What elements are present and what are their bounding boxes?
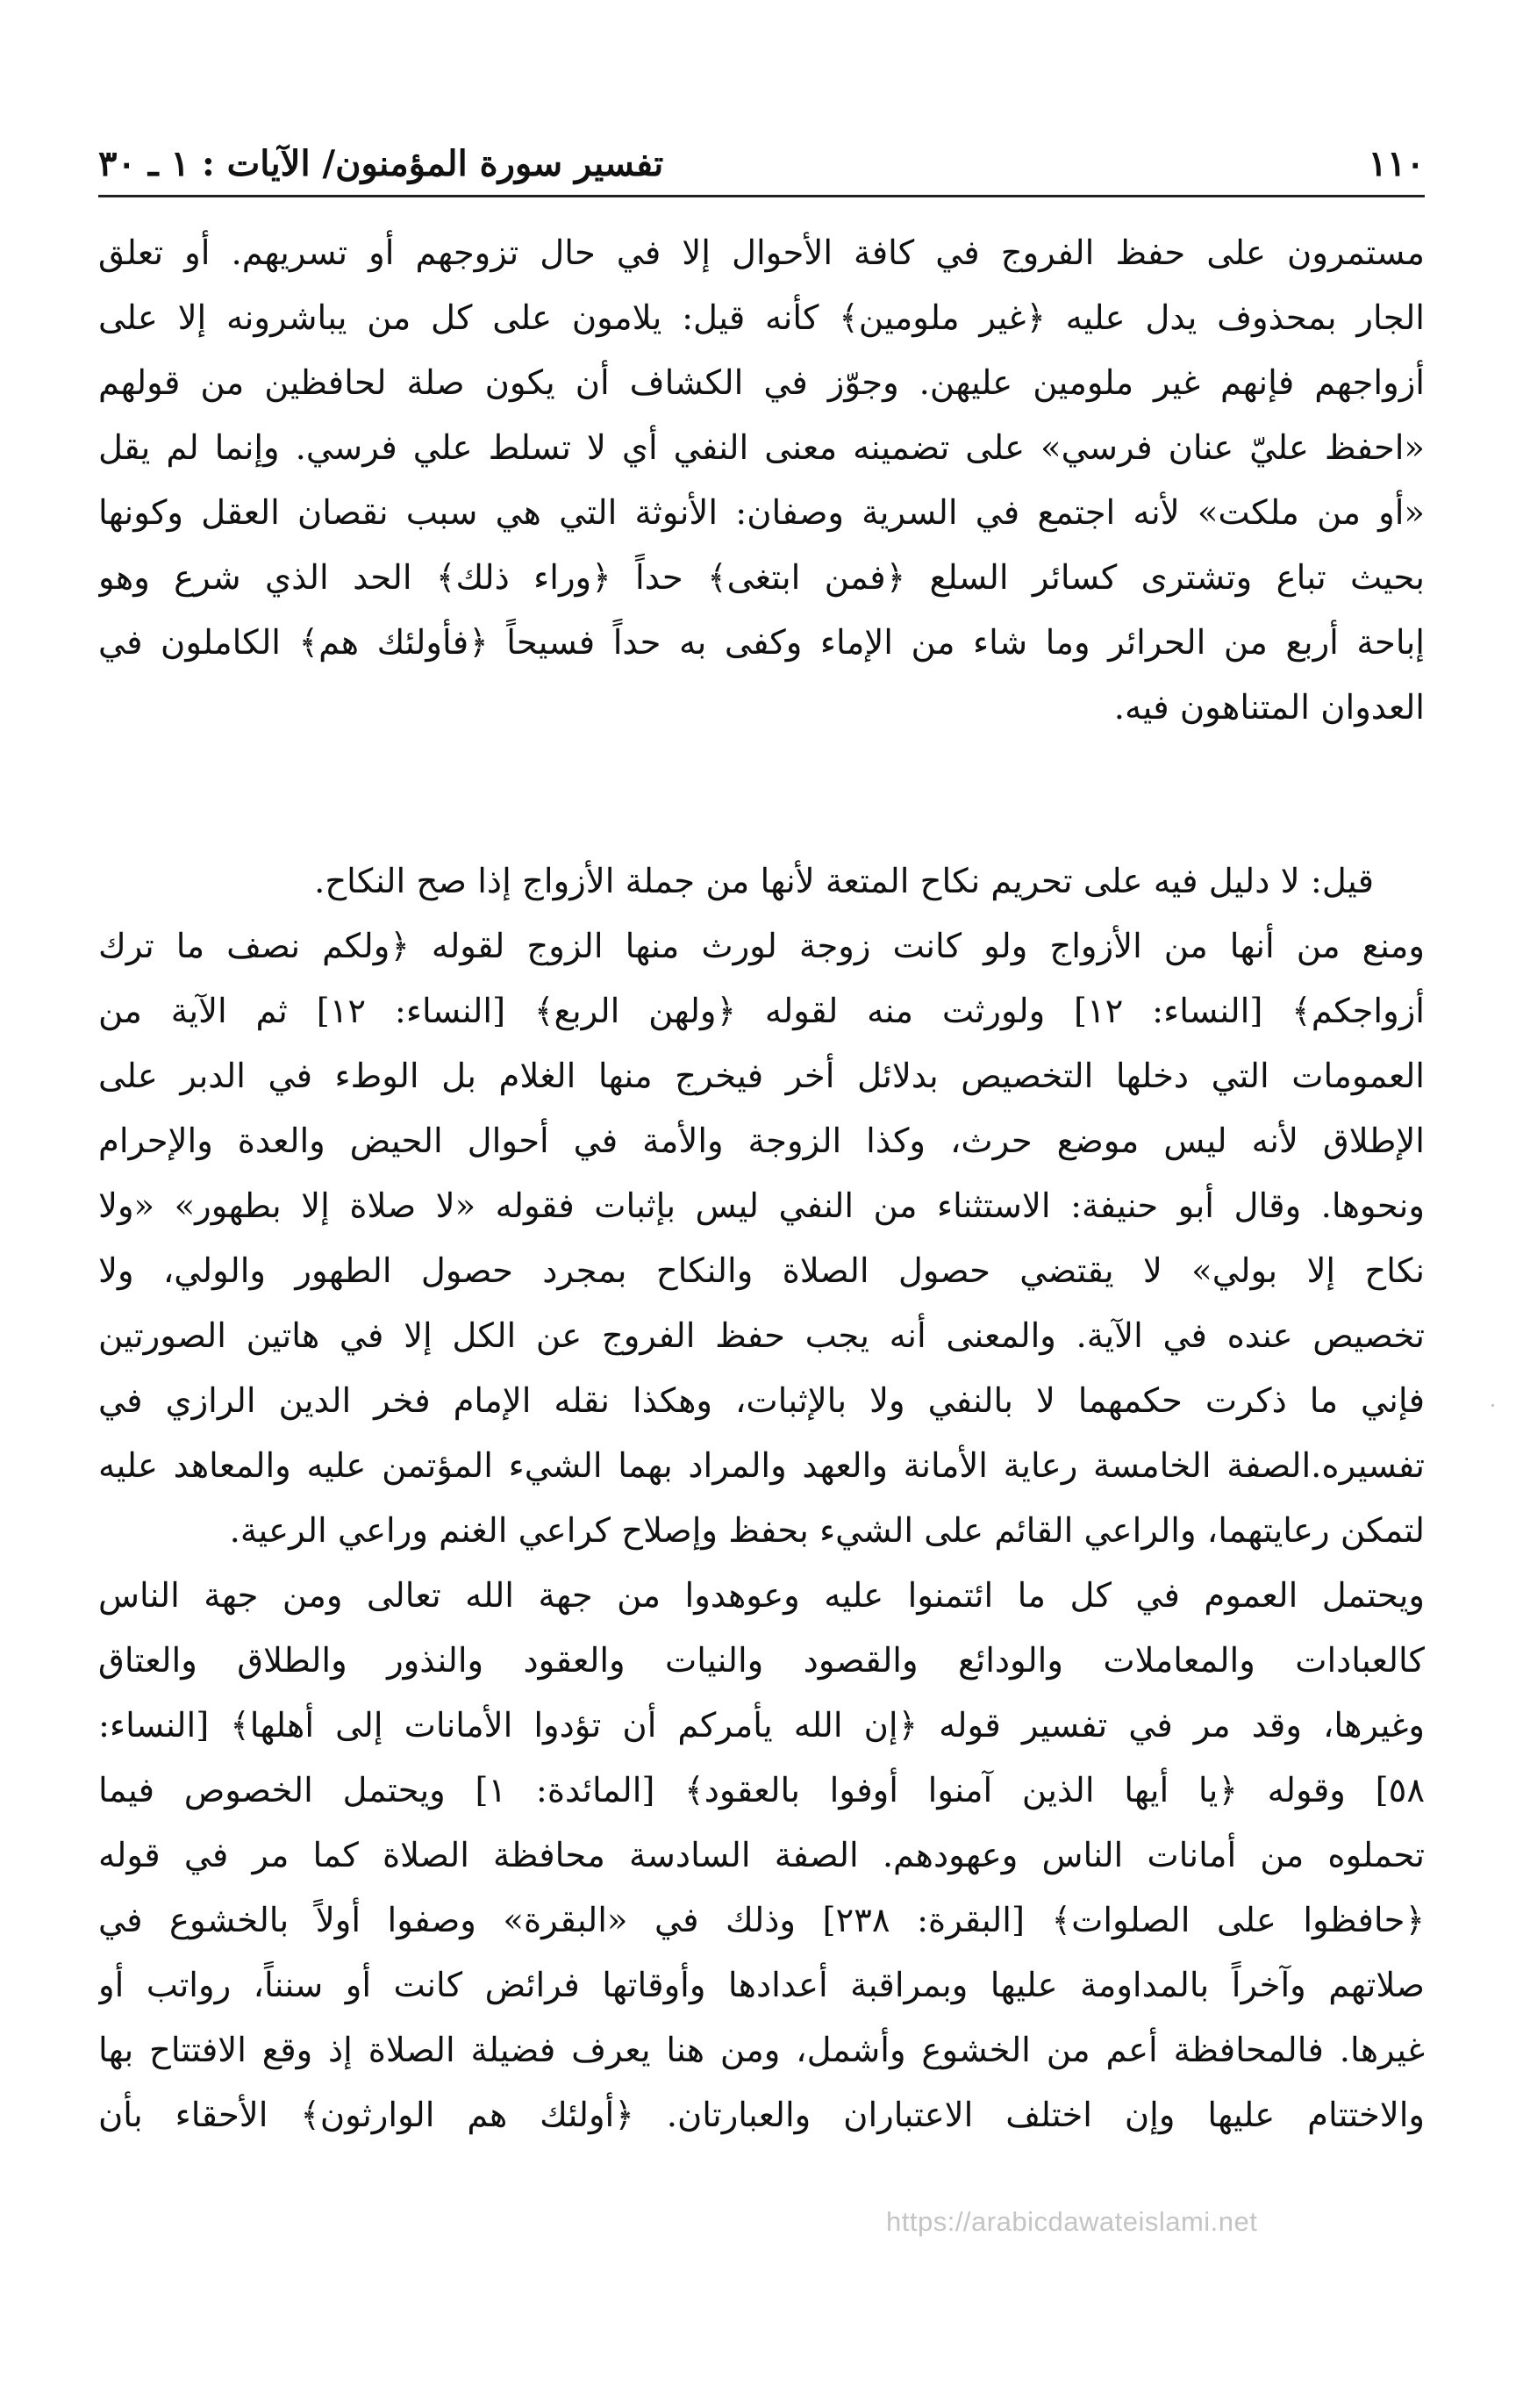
- text-line: أزواجهم فإنهم غير ملومين عليهن. وجوّز في الكشاف أن يكون صلة لحافظين من قولهم: [98, 363, 1425, 403]
- text-line: تفسيره.الصفة الخامسة رعاية الأمانة والعهد والمراد بهما الشيء المؤتمن عليه والمعاهد عليه: [98, 1446, 1425, 1486]
- text-line: ﴿حافظوا على الصلوات﴾ [البقرة: ٢٣٨] وذلك في «البقرة» وصفوا أولاً بالخشوع في: [98, 1901, 1425, 1940]
- text-line: الإطلاق لأنه ليس موضع حرث، وكذا الزوجة والأمة في أحوال الحيض والعدة والإحرام: [98, 1122, 1425, 1161]
- text-line: ونحوها. وقال أبو حنيفة: الاستثناء من النفي ليس بإثبات فقوله «لا صلاة إلا بطهور» «ولا: [98, 1186, 1425, 1226]
- text-line: بحيث تباع وتشترى كسائر السلع ﴿فمن ابتغى﴾ حداً ﴿وراء ذلك﴾ الحد الذي شرع وهو: [98, 558, 1425, 598]
- text-line: صلاتهم وآخراً بالمداومة عليها وبمراقبة أعدادها وأوقاتها فرائض كانت أو سنناً، رواتب أو: [98, 1966, 1425, 2005]
- watermark-url: https://arabicdawateislami.net: [886, 2206, 1258, 2237]
- text-line: العمومات التي دخلها التخصيص بدلائل أخر فيخرج منها الغلام بل الوطء في الدبر على: [98, 1057, 1425, 1096]
- text-line: قيل: لا دليل فيه على تحريم نكاح المتعة لأنها من جملة الأزواج إذا صح النكاح.: [314, 862, 1374, 901]
- text-line: الجار بمحذوف يدل عليه ﴿غير ملومين﴾ كأنه قيل: يلامون على كل من يباشرونه إلا على: [98, 298, 1425, 338]
- header-rule: [98, 195, 1425, 197]
- text-line: العدوان المتناهون فيه.: [1113, 688, 1425, 727]
- text-line: «احفظ عليّ عنان فرسي» على تضمينه معنى النفي أي لا تسلط علي فرسي. وإنما لم يقل: [98, 428, 1425, 468]
- text-line: ٥٨] وقوله ﴿يا أيها الذين آمنوا أوفوا بالعقود﴾ [المائدة: ١] ويحتمل الخصوص فيما: [98, 1771, 1425, 1810]
- page-header: [98, 132, 1425, 184]
- running-title: تفسير سورة المؤمنون/ الآيات : ١ ـ ٣٠: [98, 143, 664, 184]
- text-line: تخصيص عنده في الآية. والمعنى أنه يجب حفظ الفروج عن الكل إلا في هاتين الصورتين: [98, 1316, 1425, 1356]
- text-line: وغيرها، وقد مر في تفسير قوله ﴿إن الله يأمركم أن تؤدوا الأمانات إلى أهلها﴾ [النساء:: [98, 1706, 1425, 1745]
- text-line: لتمكن رعايتهما، والراعي القائم على الشيء بحفظ وإصلاح كراعي الغنم وراعي الرعية.: [229, 1511, 1425, 1551]
- paragraph-2: [98, 849, 1425, 2148]
- text-line: نكاح إلا بولي» لا يقتضي حصول الصلاة والنكاح بمجرد حصول الطهور والولي، ولا: [98, 1251, 1425, 1291]
- text-line: تحملوه من أمانات الناس وعهودهم. الصفة السادسة محافظة الصلاة كما مر في قوله: [98, 1836, 1425, 1875]
- page-number: ١١٠: [1368, 143, 1425, 184]
- text-line: فإني ما ذكرت حكمهما لا بالنفي ولا بالإثبات، وهكذا نقله الإمام فخر الدين الرازي في: [98, 1381, 1425, 1421]
- scan-speck: [1491, 1404, 1494, 1407]
- text-line: ومنع من أنها من الأزواج ولو كانت زوجة لورث منها الزوج لقوله ﴿ولكم نصف ما ترك: [98, 927, 1425, 966]
- text-line: كالعبادات والمعاملات والودائع والقصود والنيات والعقود والنذور والطلاق والعتاق: [98, 1641, 1425, 1681]
- text-line: والاختتام عليها وإن اختلف الاعتباران والعبارتان. ﴿أولئك هم الوارثون﴾ الأحقاء بأن: [98, 2096, 1425, 2135]
- text-line: أزواجكم﴾ [النساء: ١٢] ولورثت منه لقوله ﴿ولهن الربع﴾ [النساء: ١٢] ثم الآية من: [98, 992, 1425, 1031]
- text-line: مستمرون على حفظ الفروج في كافة الأحوال إلا في حال تزوجهم أو تسريهم. أو تعلق: [98, 233, 1425, 273]
- text-line: ويحتمل العموم في كل ما ائتمنوا عليه وعوهدوا من جهة الله تعالى ومن جهة الناس: [98, 1576, 1425, 1616]
- text-line: غيرها. فالمحافظة أعم من الخشوع وأشمل، ومن هنا يعرف فضيلة الصلاة إذ وقع الافتتاح بها: [98, 2031, 1425, 2070]
- text-line: «أو من ملكت» لأنه اجتمع في السرية وصفان: الأنوثة التي هي سبب نقصان العقل وكونها: [98, 493, 1425, 533]
- paragraph-1: [98, 221, 1425, 741]
- text-line: إباحة أربع من الحرائر وما شاء من الإماء وكفى به حداً فسيحاً ﴿فأولئك هم﴾ الكاملون في: [98, 623, 1425, 663]
